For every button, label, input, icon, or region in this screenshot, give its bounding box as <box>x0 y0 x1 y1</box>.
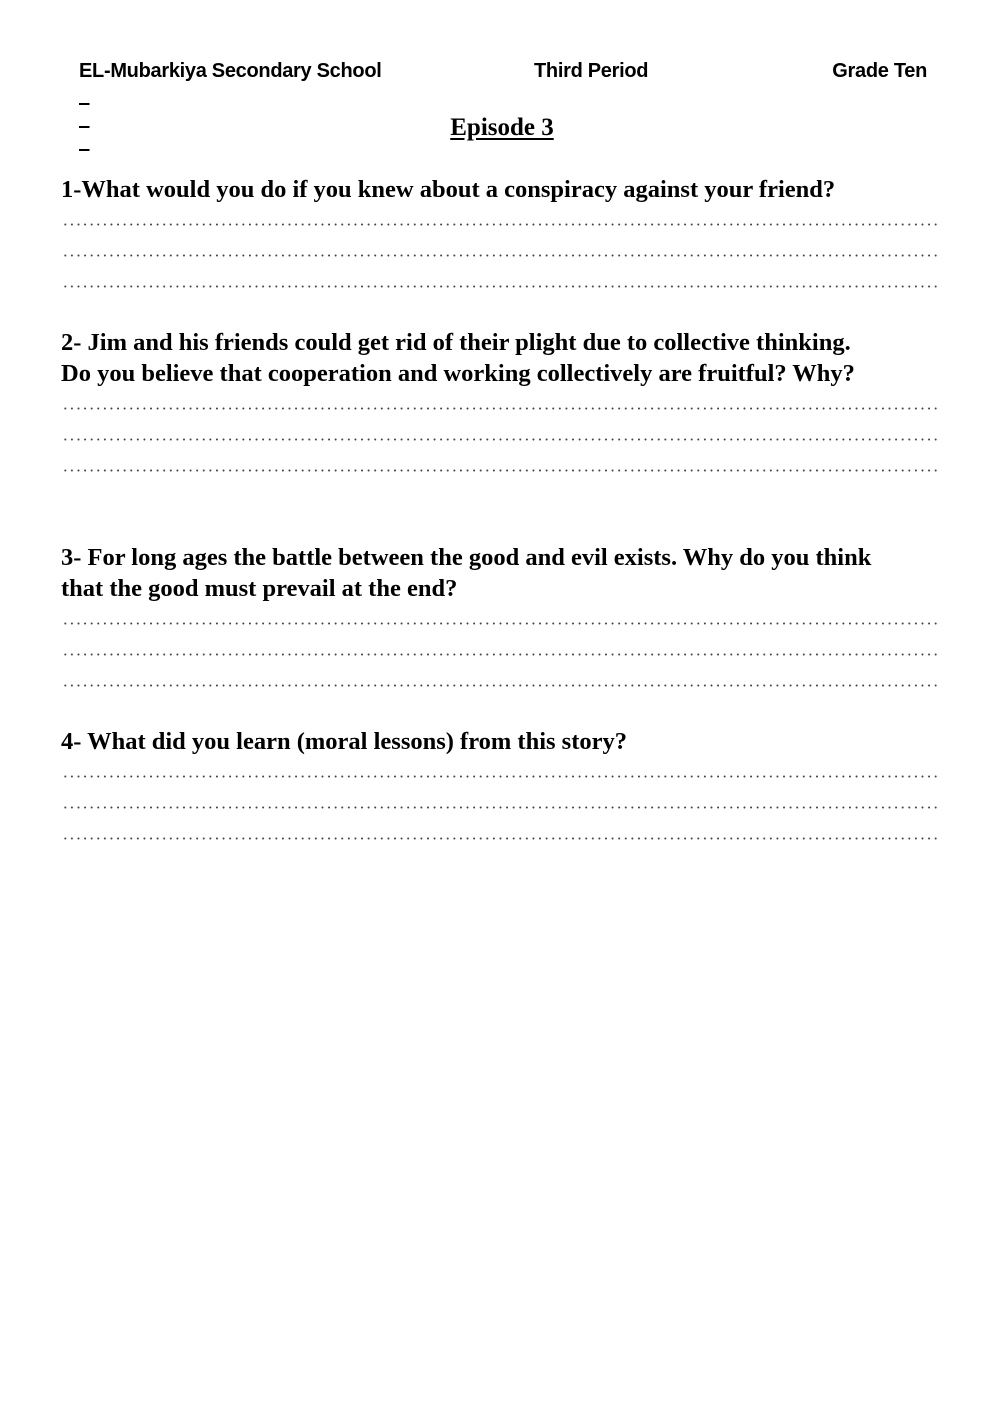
answer-line[interactable] <box>62 653 938 656</box>
page-header <box>79 60 927 88</box>
period-label: Third Period <box>534 60 649 82</box>
answer-line[interactable] <box>62 622 938 625</box>
answer-line[interactable] <box>62 837 938 840</box>
answer-line[interactable] <box>62 806 938 809</box>
answer-line[interactable] <box>62 684 938 687</box>
question-2-line-2: Do you believe that cooperation and working collectively are fruitful? Why? <box>61 360 855 387</box>
answer-line[interactable] <box>62 223 938 226</box>
answer-line[interactable] <box>62 407 938 410</box>
answer-line[interactable] <box>62 775 938 778</box>
question-1-line-1: 1-What would you do if you knew about a conspiracy against your friend? <box>61 176 836 203</box>
answer-line[interactable] <box>62 438 938 441</box>
question-3 <box>61 542 871 604</box>
episode-title: Episode 3 <box>450 114 554 141</box>
answer-line[interactable] <box>62 469 938 472</box>
question-4 <box>61 726 627 757</box>
question-4-line-1: 4- What did you learn (moral lessons) from this story? <box>61 728 628 755</box>
grade-label: Grade Ten <box>832 60 927 82</box>
question-3-line-1: 3- For long ages the battle between the good and evil exists. Why do you think <box>61 544 872 571</box>
answer-line[interactable] <box>62 254 938 257</box>
question-2 <box>61 327 855 389</box>
question-1 <box>61 174 835 205</box>
answer-line[interactable] <box>62 285 938 288</box>
question-2-line-1: 2- Jim and his friends could get rid of their plight due to collective thinking. <box>61 329 851 356</box>
school-name: EL-Mubarkiya Secondary School <box>79 60 382 82</box>
question-3-line-2: that the good must prevail at the end? <box>61 575 458 602</box>
